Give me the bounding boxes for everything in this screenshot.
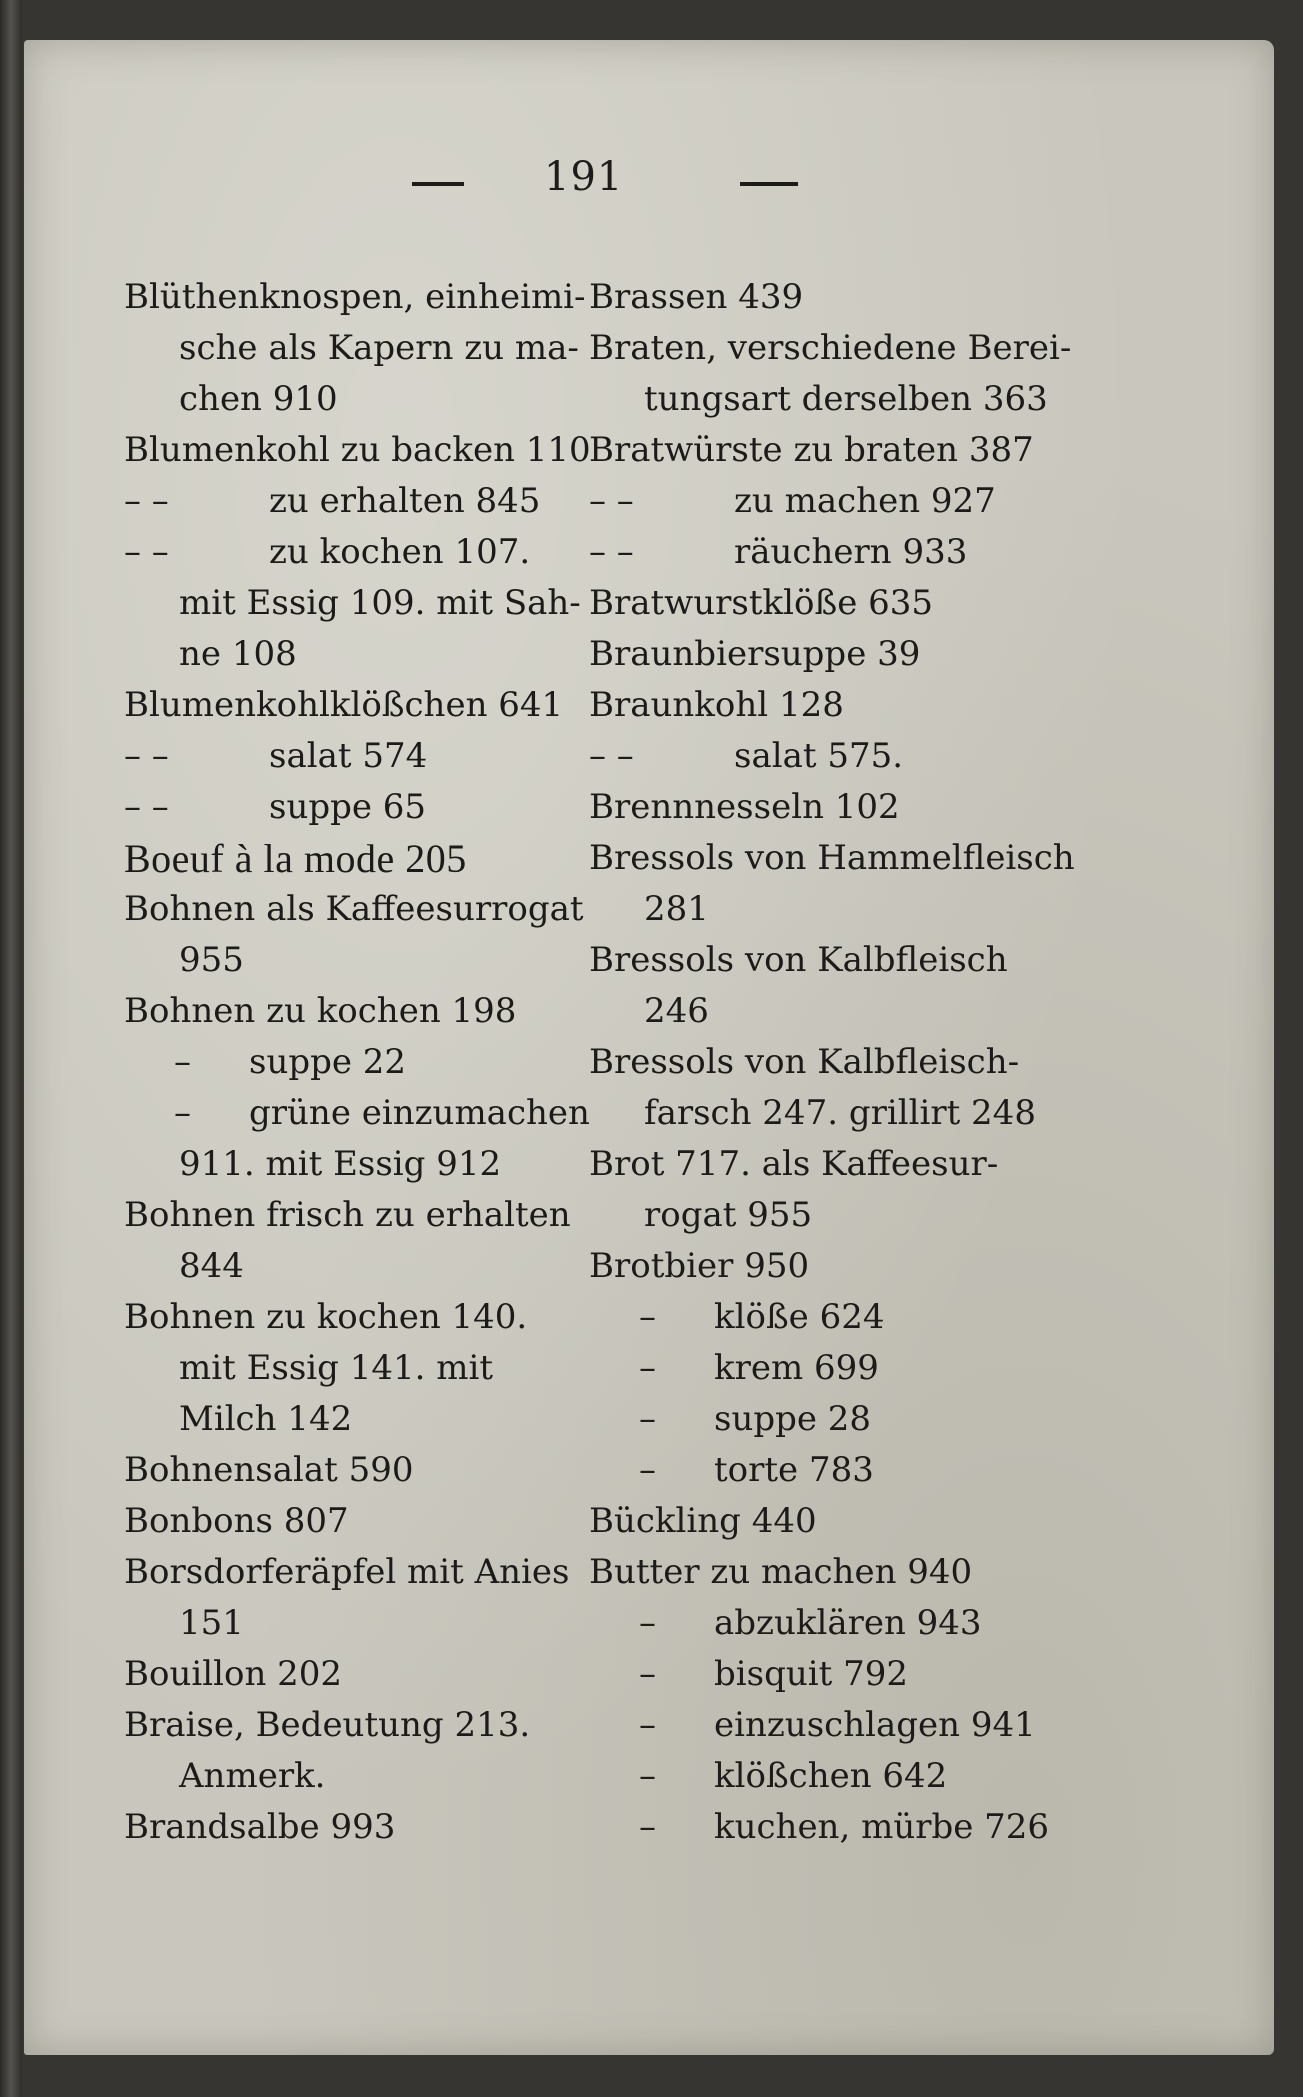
index-entry xyxy=(589,374,1069,425)
ditto-dashes: – – xyxy=(589,481,634,521)
index-entry xyxy=(124,578,594,629)
index-entry xyxy=(589,1751,1069,1802)
index-entry-text: Bressols von Kalbfleisch- xyxy=(589,1042,1020,1082)
index-entry xyxy=(589,1598,1069,1649)
index-entry xyxy=(124,272,594,323)
index-entry-text: klößchen 642 xyxy=(714,1756,948,1796)
index-entry xyxy=(124,1598,594,1649)
index-entry-text: tungsart derselben 363 xyxy=(644,379,1048,419)
index-entry-text: 281 xyxy=(644,889,709,929)
index-entry xyxy=(124,884,594,935)
index-column-right xyxy=(589,272,1075,1853)
index-entry xyxy=(589,1343,1069,1394)
index-entry xyxy=(124,1700,594,1751)
index-entry xyxy=(124,425,594,476)
book-spine xyxy=(0,0,22,2097)
index-entry-text: Braise, Bedeutung 213. xyxy=(124,1705,531,1745)
index-entry-text: suppe 28 xyxy=(714,1399,872,1439)
index-entry xyxy=(124,476,594,527)
index-entry-text: Braunkohl 128 xyxy=(589,685,844,725)
index-entry xyxy=(124,629,594,680)
index-entry-text: rogat 955 xyxy=(644,1195,813,1235)
index-entry xyxy=(589,1649,1069,1700)
index-entry xyxy=(124,1394,594,1445)
index-entry xyxy=(589,578,1069,629)
ditto-dashes: – xyxy=(174,1042,191,1082)
index-entry-text: 844 xyxy=(179,1246,244,1286)
index-entry-text: Brot 717. als Kaffeesur- xyxy=(589,1144,999,1184)
index-entry xyxy=(589,680,1069,731)
index-entry-text: sche als Kapern zu ma- xyxy=(179,328,579,368)
index-entry xyxy=(589,935,1069,986)
index-entry xyxy=(589,1037,1069,1088)
index-entry-text: Brandsalbe 993 xyxy=(124,1807,396,1847)
index-entry-text: grüne einzumachen xyxy=(249,1093,590,1133)
index-entry-text: Bohnen als Kaffeesurrogat xyxy=(124,889,584,929)
index-entry-text: zu kochen 107. xyxy=(269,532,531,572)
index-entry-text: Blumenkohlklößchen 641 xyxy=(124,685,564,725)
index-entry xyxy=(589,1700,1069,1751)
index-entry xyxy=(124,374,594,425)
index-column-left xyxy=(124,272,594,1853)
index-entry-text: Bohnensalat 590 xyxy=(124,1450,414,1490)
index-entry xyxy=(124,986,594,1037)
index-entry-text: suppe 22 xyxy=(249,1042,407,1082)
index-entry xyxy=(589,629,1069,680)
index-entry-text: mit Essig 141. mit xyxy=(179,1348,494,1388)
index-entry-text: Bohnen zu kochen 198 xyxy=(124,991,517,1031)
ditto-dashes: – xyxy=(639,1807,656,1847)
index-entry-text: räuchern 933 xyxy=(734,532,968,572)
page-number: 191 xyxy=(544,154,624,200)
index-entry-text: Bratwürste zu braten 387 xyxy=(589,430,1034,470)
ditto-dashes: – xyxy=(639,1705,656,1745)
index-entry xyxy=(589,527,1069,578)
index-entry-text: Milch 142 xyxy=(179,1399,353,1439)
ditto-dashes: – – xyxy=(124,736,169,776)
ditto-dashes: – xyxy=(639,1399,656,1439)
ditto-dashes: – xyxy=(174,1093,191,1133)
index-entry-text: Blüthenknospen, einheimi- xyxy=(124,277,586,317)
index-entry-text: Bressols von Kalbfleisch xyxy=(589,940,1008,980)
index-entry xyxy=(589,1802,1069,1853)
index-entry-text: Brennnesseln 102 xyxy=(589,787,900,827)
index-entry-text: Boeuf à la mode 205 xyxy=(124,836,467,881)
index-entry-text: Bonbons 807 xyxy=(124,1501,349,1541)
index-entry xyxy=(124,680,594,731)
index-entry-text: Borsdorferäpfel mit Anies xyxy=(124,1552,570,1592)
index-entry xyxy=(589,782,1069,833)
ditto-dashes: – – xyxy=(124,481,169,521)
index-entry-text: Braten, verschiedene Berei- xyxy=(589,328,1072,368)
index-entry xyxy=(124,1241,594,1292)
ditto-dashes: – – xyxy=(124,787,169,827)
index-entry-text: salat 574 xyxy=(269,736,428,776)
index-entry xyxy=(124,1445,594,1496)
ditto-dashes: – xyxy=(639,1756,656,1796)
index-entry-text: torte 783 xyxy=(714,1450,874,1490)
index-entry xyxy=(124,527,594,578)
ditto-dashes: – xyxy=(639,1348,656,1388)
index-entry xyxy=(124,1802,594,1853)
index-entry-text: Bouillon 202 xyxy=(124,1654,343,1694)
index-entry-text: Brotbier 950 xyxy=(589,1246,810,1286)
index-entry-text: 911. mit Essig 912 xyxy=(179,1144,502,1184)
ditto-dashes: – xyxy=(639,1654,656,1694)
index-entry-text: 246 xyxy=(644,991,709,1031)
index-entry xyxy=(589,1241,1069,1292)
ditto-dashes: – – xyxy=(124,532,169,572)
ditto-dashes: – xyxy=(639,1297,656,1337)
index-entry xyxy=(124,1751,594,1802)
index-entry xyxy=(124,935,594,986)
index-entry xyxy=(124,323,594,374)
index-entry xyxy=(589,731,1069,782)
index-entry-text: krem 699 xyxy=(714,1348,879,1388)
index-entry xyxy=(124,1649,594,1700)
ditto-dashes: – – xyxy=(589,532,634,572)
index-entry xyxy=(589,1088,1069,1139)
index-entry xyxy=(589,323,1072,374)
index-entry-text: suppe 65 xyxy=(269,787,427,827)
ditto-dashes: – xyxy=(639,1603,656,1643)
index-entry-text: chen 910 xyxy=(179,379,338,419)
index-entry xyxy=(124,1190,594,1241)
index-entry xyxy=(124,1496,594,1547)
page-header xyxy=(24,152,1274,212)
index-entry-text: Blumenkohl zu backen 110 xyxy=(124,430,591,470)
index-entry-text: Bohnen frisch zu erhalten xyxy=(124,1195,571,1235)
index-entry xyxy=(589,1139,1069,1190)
index-entry-text: bisquit 792 xyxy=(714,1654,908,1694)
header-rule-left xyxy=(412,182,464,186)
index-entry xyxy=(589,1190,1069,1241)
index-entry-text: 151 xyxy=(179,1603,244,1643)
header-rule-right xyxy=(740,182,798,186)
index-entry-text: Butter zu machen 940 xyxy=(589,1552,973,1592)
index-entry xyxy=(124,1343,594,1394)
index-entry-text: zu erhalten 845 xyxy=(269,481,541,521)
index-entry xyxy=(589,1496,1069,1547)
index-entry xyxy=(589,833,1075,884)
book-page xyxy=(24,40,1274,2055)
ditto-dashes: – – xyxy=(589,736,634,776)
index-entry xyxy=(589,884,1069,935)
index-entry-text: Braunbiersuppe 39 xyxy=(589,634,921,674)
index-entry xyxy=(589,272,1069,323)
index-entry xyxy=(589,476,1069,527)
index-entry-text: Brassen 439 xyxy=(589,277,804,317)
index-entry-text: farsch 247. grillirt 248 xyxy=(644,1093,1036,1133)
index-entry xyxy=(124,1088,594,1139)
index-entry-text: kuchen, mürbe 726 xyxy=(714,1807,1050,1847)
index-entry xyxy=(589,1394,1069,1445)
ditto-dashes: – xyxy=(639,1450,656,1490)
index-entry-text: ne 108 xyxy=(179,634,297,674)
index-entry-text: Bohnen zu kochen 140. xyxy=(124,1297,528,1337)
index-entry xyxy=(124,1292,594,1343)
index-entry xyxy=(124,731,594,782)
index-entry-text: klöße 624 xyxy=(714,1297,885,1337)
index-entry-text: Bückling 440 xyxy=(589,1501,817,1541)
index-entry-text: abzuklären 943 xyxy=(714,1603,982,1643)
index-entry xyxy=(589,986,1069,1037)
index-entry-text: Bressols von Hammelfleisch xyxy=(589,838,1075,878)
index-entry-text: 955 xyxy=(179,940,244,980)
index-entry xyxy=(124,1547,594,1598)
index-entry xyxy=(124,1139,594,1190)
index-entry-text: einzuschlagen 941 xyxy=(714,1705,1036,1745)
index-entry xyxy=(124,1037,594,1088)
index-entry xyxy=(124,833,594,884)
index-entry xyxy=(124,782,594,833)
index-entry xyxy=(589,1547,1069,1598)
index-entry-text: zu machen 927 xyxy=(734,481,996,521)
index-entry-text: Bratwurstklöße 635 xyxy=(589,583,934,623)
index-entry xyxy=(589,1445,1069,1496)
index-entry xyxy=(589,425,1069,476)
index-entry-text: mit Essig 109. mit Sah- xyxy=(179,583,581,623)
index-entry-text: salat 575. xyxy=(734,736,904,776)
index-entry xyxy=(589,1292,1069,1343)
index-entry-text: Anmerk. xyxy=(179,1756,326,1796)
